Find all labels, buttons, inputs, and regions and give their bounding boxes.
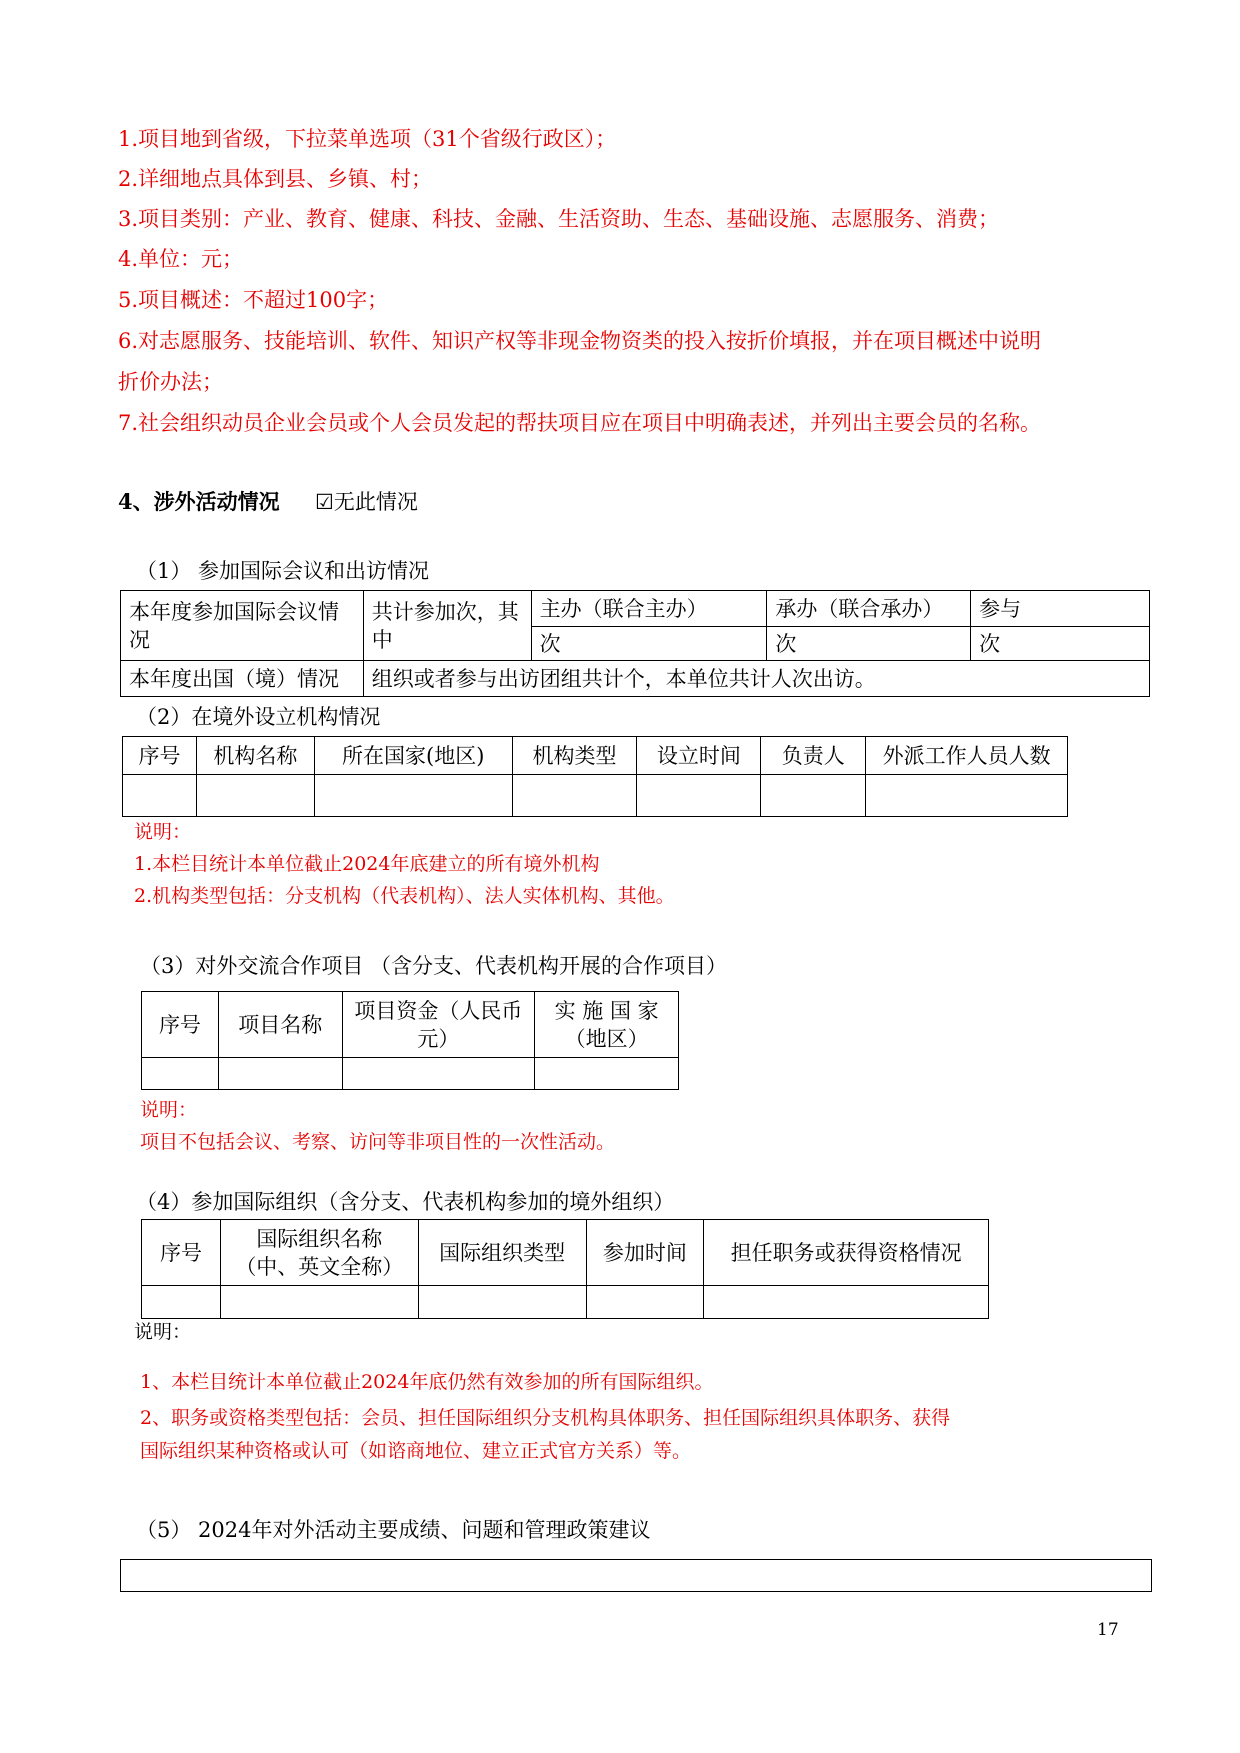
no-such-case-checkbox[interactable]: ☑无此情况 (315, 490, 418, 514)
instruction-5: 5.项目概述：不超过100字； (118, 288, 389, 312)
table-cell[interactable] (512, 775, 637, 817)
sub5-heading: （5） 2024年对外活动主要成绩、问题和管理政策建议 (136, 1518, 651, 1542)
outbound-row-label: 本年度出国（境）情况 (121, 661, 364, 697)
instruction-6-cont: 折价办法； (118, 370, 223, 394)
conference-row-label: 本年度参加国际会议情况 (121, 591, 364, 661)
sub3-note-title: 说明： (140, 1099, 198, 1121)
sub2-note-title: 说明： (134, 821, 192, 843)
sub1-heading: （1） 参加国际会议和出访情况 (136, 559, 430, 583)
sub4-note-title: 说明： (134, 1321, 192, 1343)
col-header: 参加时间 (586, 1220, 704, 1286)
cooperation-projects-table (141, 991, 679, 1090)
table-cell[interactable] (196, 775, 314, 817)
col-header: 项目名称 (218, 992, 342, 1058)
col-header: 项目资金（人民币元） (342, 992, 535, 1058)
overseas-institutions-table (122, 736, 1068, 817)
col-header: 担任职务或获得资格情况 (704, 1220, 989, 1286)
col-header: 国际组织类型 (418, 1220, 586, 1286)
table-cell[interactable] (418, 1286, 586, 1319)
table-cell[interactable] (123, 775, 197, 817)
sub4-note-2: 2、职务或资格类型包括：会员、担任国际组织分支机构具体职务、担任国际组织具体职务、获得 (140, 1407, 951, 1429)
outbound-text[interactable]: 组织或者参与出访团组共计个，本单位共计人次出访。 (363, 661, 1149, 697)
col-header: 负责人 (761, 737, 866, 775)
col-header: 国际组织名称（中、英文全称） (220, 1220, 418, 1286)
participate-times-cell[interactable]: 次 (971, 627, 1150, 661)
sub4-note-3: 国际组织某种资格或认可（如谘商地位、建立正式官方关系）等。 (140, 1440, 692, 1462)
col-header: 序号 (142, 992, 219, 1058)
conference-total[interactable]: 共计参加次，其中 (363, 591, 531, 661)
international-orgs-table (141, 1219, 989, 1319)
instruction-3: 3.项目类别：产业、教育、健康、科技、金融、生活资助、生态、基础设施、志愿服务、消费； (118, 207, 1000, 231)
instruction-7: 7.社会组织动员企业会员或个人会员发起的帮扶项目应在项目中明确表述，并列出主要会员的名称。 (118, 411, 1042, 435)
host-times-cell[interactable]: 次 (531, 627, 767, 661)
col-header: 机构名称 (196, 737, 314, 775)
cohost-times-cell[interactable]: 次 (767, 627, 971, 661)
section4-heading (118, 487, 418, 517)
instruction-1: 1.项目地到省级，下拉菜单选项（31个省级行政区）； (118, 127, 617, 151)
sub5-input-box[interactable] (120, 1559, 1152, 1592)
table-cell[interactable] (142, 1058, 219, 1090)
table-cell[interactable] (637, 775, 761, 817)
page-number: 17 (1097, 1620, 1119, 1640)
col-header: 设立时间 (637, 737, 761, 775)
sub4-note-1: 1、本栏目统计本单位截止2024年底仍然有效参加的所有国际组织。 (140, 1371, 714, 1393)
col-header: 序号 (142, 1220, 221, 1286)
table-cell[interactable] (761, 775, 866, 817)
host-label: 主办（联合主办） (531, 591, 767, 627)
sub4-heading: （4）参加国际组织（含分支、代表机构参加的境外组织） (136, 1190, 675, 1214)
table-cell[interactable] (866, 775, 1068, 817)
instruction-6: 6.对志愿服务、技能培训、软件、知识产权等非现金物资类的投入按折价填报，并在项目概述中说明 (118, 329, 1042, 353)
cohost-label: 承办（联合承办） (767, 591, 971, 627)
sub2-note-2: 2.机构类型包括：分支机构（代表机构）、法人实体机构、其他。 (134, 885, 675, 907)
col-header: 外派工作人员人数 (866, 737, 1068, 775)
col-header: 所在国家(地区) (314, 737, 512, 775)
instruction-4: 4.单位：元； (118, 247, 244, 271)
sub3-note: 项目不包括会议、考察、访问等非项目性的一次性活动。 (140, 1131, 616, 1153)
sub2-note-1: 1.本栏目统计本单位截止2024年底建立的所有境外机构 (134, 853, 600, 875)
instruction-2: 2.详细地点具体到县、乡镇、村； (118, 167, 433, 191)
conference-table (120, 590, 1150, 697)
sub2-heading: （2）在境外设立机构情况 (136, 705, 381, 729)
col-header: 序号 (123, 737, 197, 775)
col-header: 实 施 国 家（地区） (535, 992, 679, 1058)
table-cell[interactable] (704, 1286, 989, 1319)
table-cell[interactable] (314, 775, 512, 817)
table-cell[interactable] (586, 1286, 704, 1319)
table-cell[interactable] (142, 1286, 221, 1319)
col-header: 机构类型 (512, 737, 637, 775)
section4-title: 4、涉外活动情况 (118, 489, 280, 514)
sub3-heading: （3）对外交流合作项目 （含分支、代表机构开展的合作项目） (140, 954, 728, 978)
participate-label: 参与 (971, 591, 1150, 627)
table-cell[interactable] (218, 1058, 342, 1090)
table-cell[interactable] (342, 1058, 535, 1090)
table-cell[interactable] (220, 1286, 418, 1319)
table-cell[interactable] (535, 1058, 679, 1090)
